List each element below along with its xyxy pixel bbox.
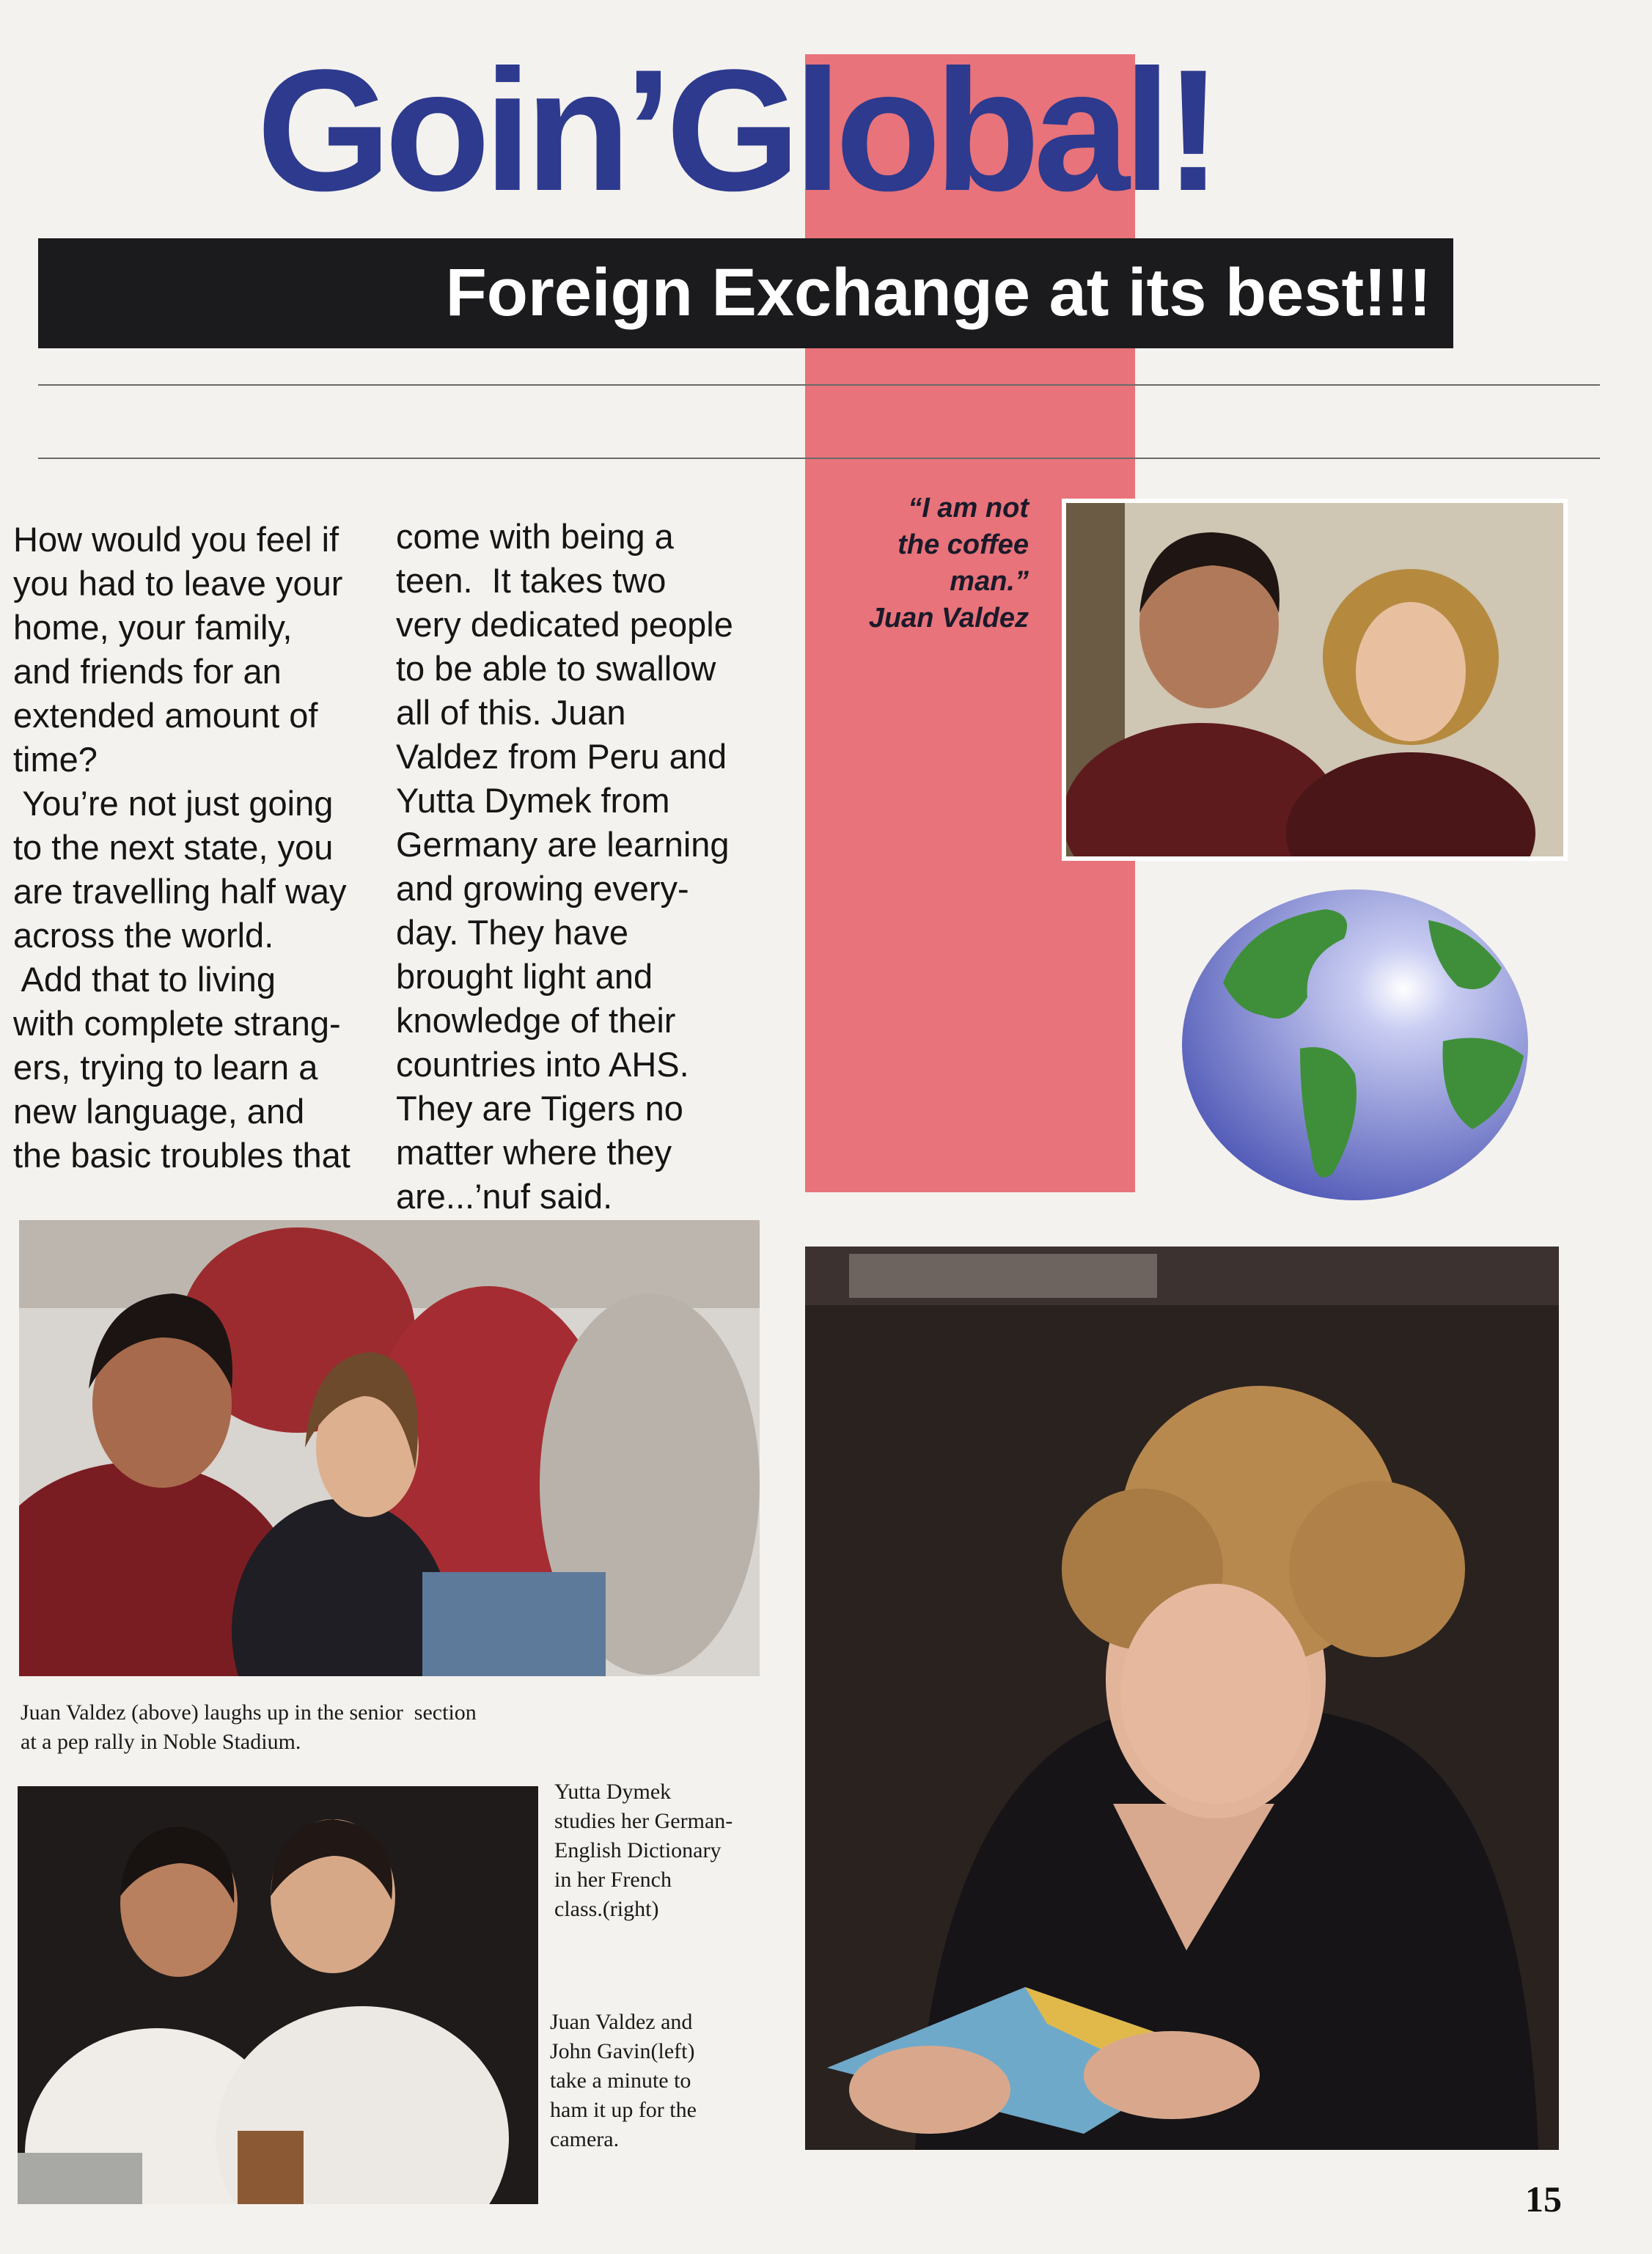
globe-icon	[1179, 887, 1531, 1203]
photo-pep-rally	[19, 1220, 760, 1676]
caption-pep-rally: Juan Valdez (above) laughs up in the senior section at a pep rally in Noble Stadium.	[21, 1700, 477, 1754]
photo-juan-and-john-image	[18, 1786, 538, 2204]
page-number: 15	[1525, 2178, 1562, 2220]
photo-pep-rally-image	[19, 1220, 760, 1676]
photo-juan-and-yutta	[1062, 499, 1568, 861]
subtitle: Foreign Exchange at its best!!!	[445, 255, 1431, 330]
subtitle-bar	[38, 238, 1453, 348]
article-column-1: How would you feel if you had to leave your home, your family, and friends for an extended amount of time? You’re not just going to the next state, you are travelling half way across the world. Add that to living with complete strang- ers, trying to learn a new language, and the basic troubles that	[13, 520, 350, 1175]
photo-juan-and-yutta-image	[1066, 503, 1563, 856]
photo-juan-and-john	[18, 1786, 538, 2204]
photo-yutta-studying	[805, 1247, 1559, 2150]
pull-quote: “I am not the coffee man.” Juan Valdez	[868, 493, 1029, 634]
photo-yutta-studying-image	[805, 1247, 1559, 2150]
divider-bottom	[38, 458, 1600, 459]
divider-top	[38, 384, 1600, 386]
article-column-2: come with being a teen. It takes two very dedicated people to be able to swallow all of this. Juan Valdez from Peru and Yutta Dymek from Germany are learning and growing every- day. They have brought light and knowledge of their countries into AHS. They are Tigers no matter where they are...’nuf said.	[396, 517, 733, 1216]
caption-juan-and-john: Juan Valdez and John Gavin(left) take a minute to ham it up for the camera.	[550, 2010, 697, 2151]
caption-yutta: Yutta Dymek studies her German- English Dictionary in her French class.(right)	[554, 1780, 733, 1921]
page-title: Goin’Global!	[257, 34, 1216, 227]
